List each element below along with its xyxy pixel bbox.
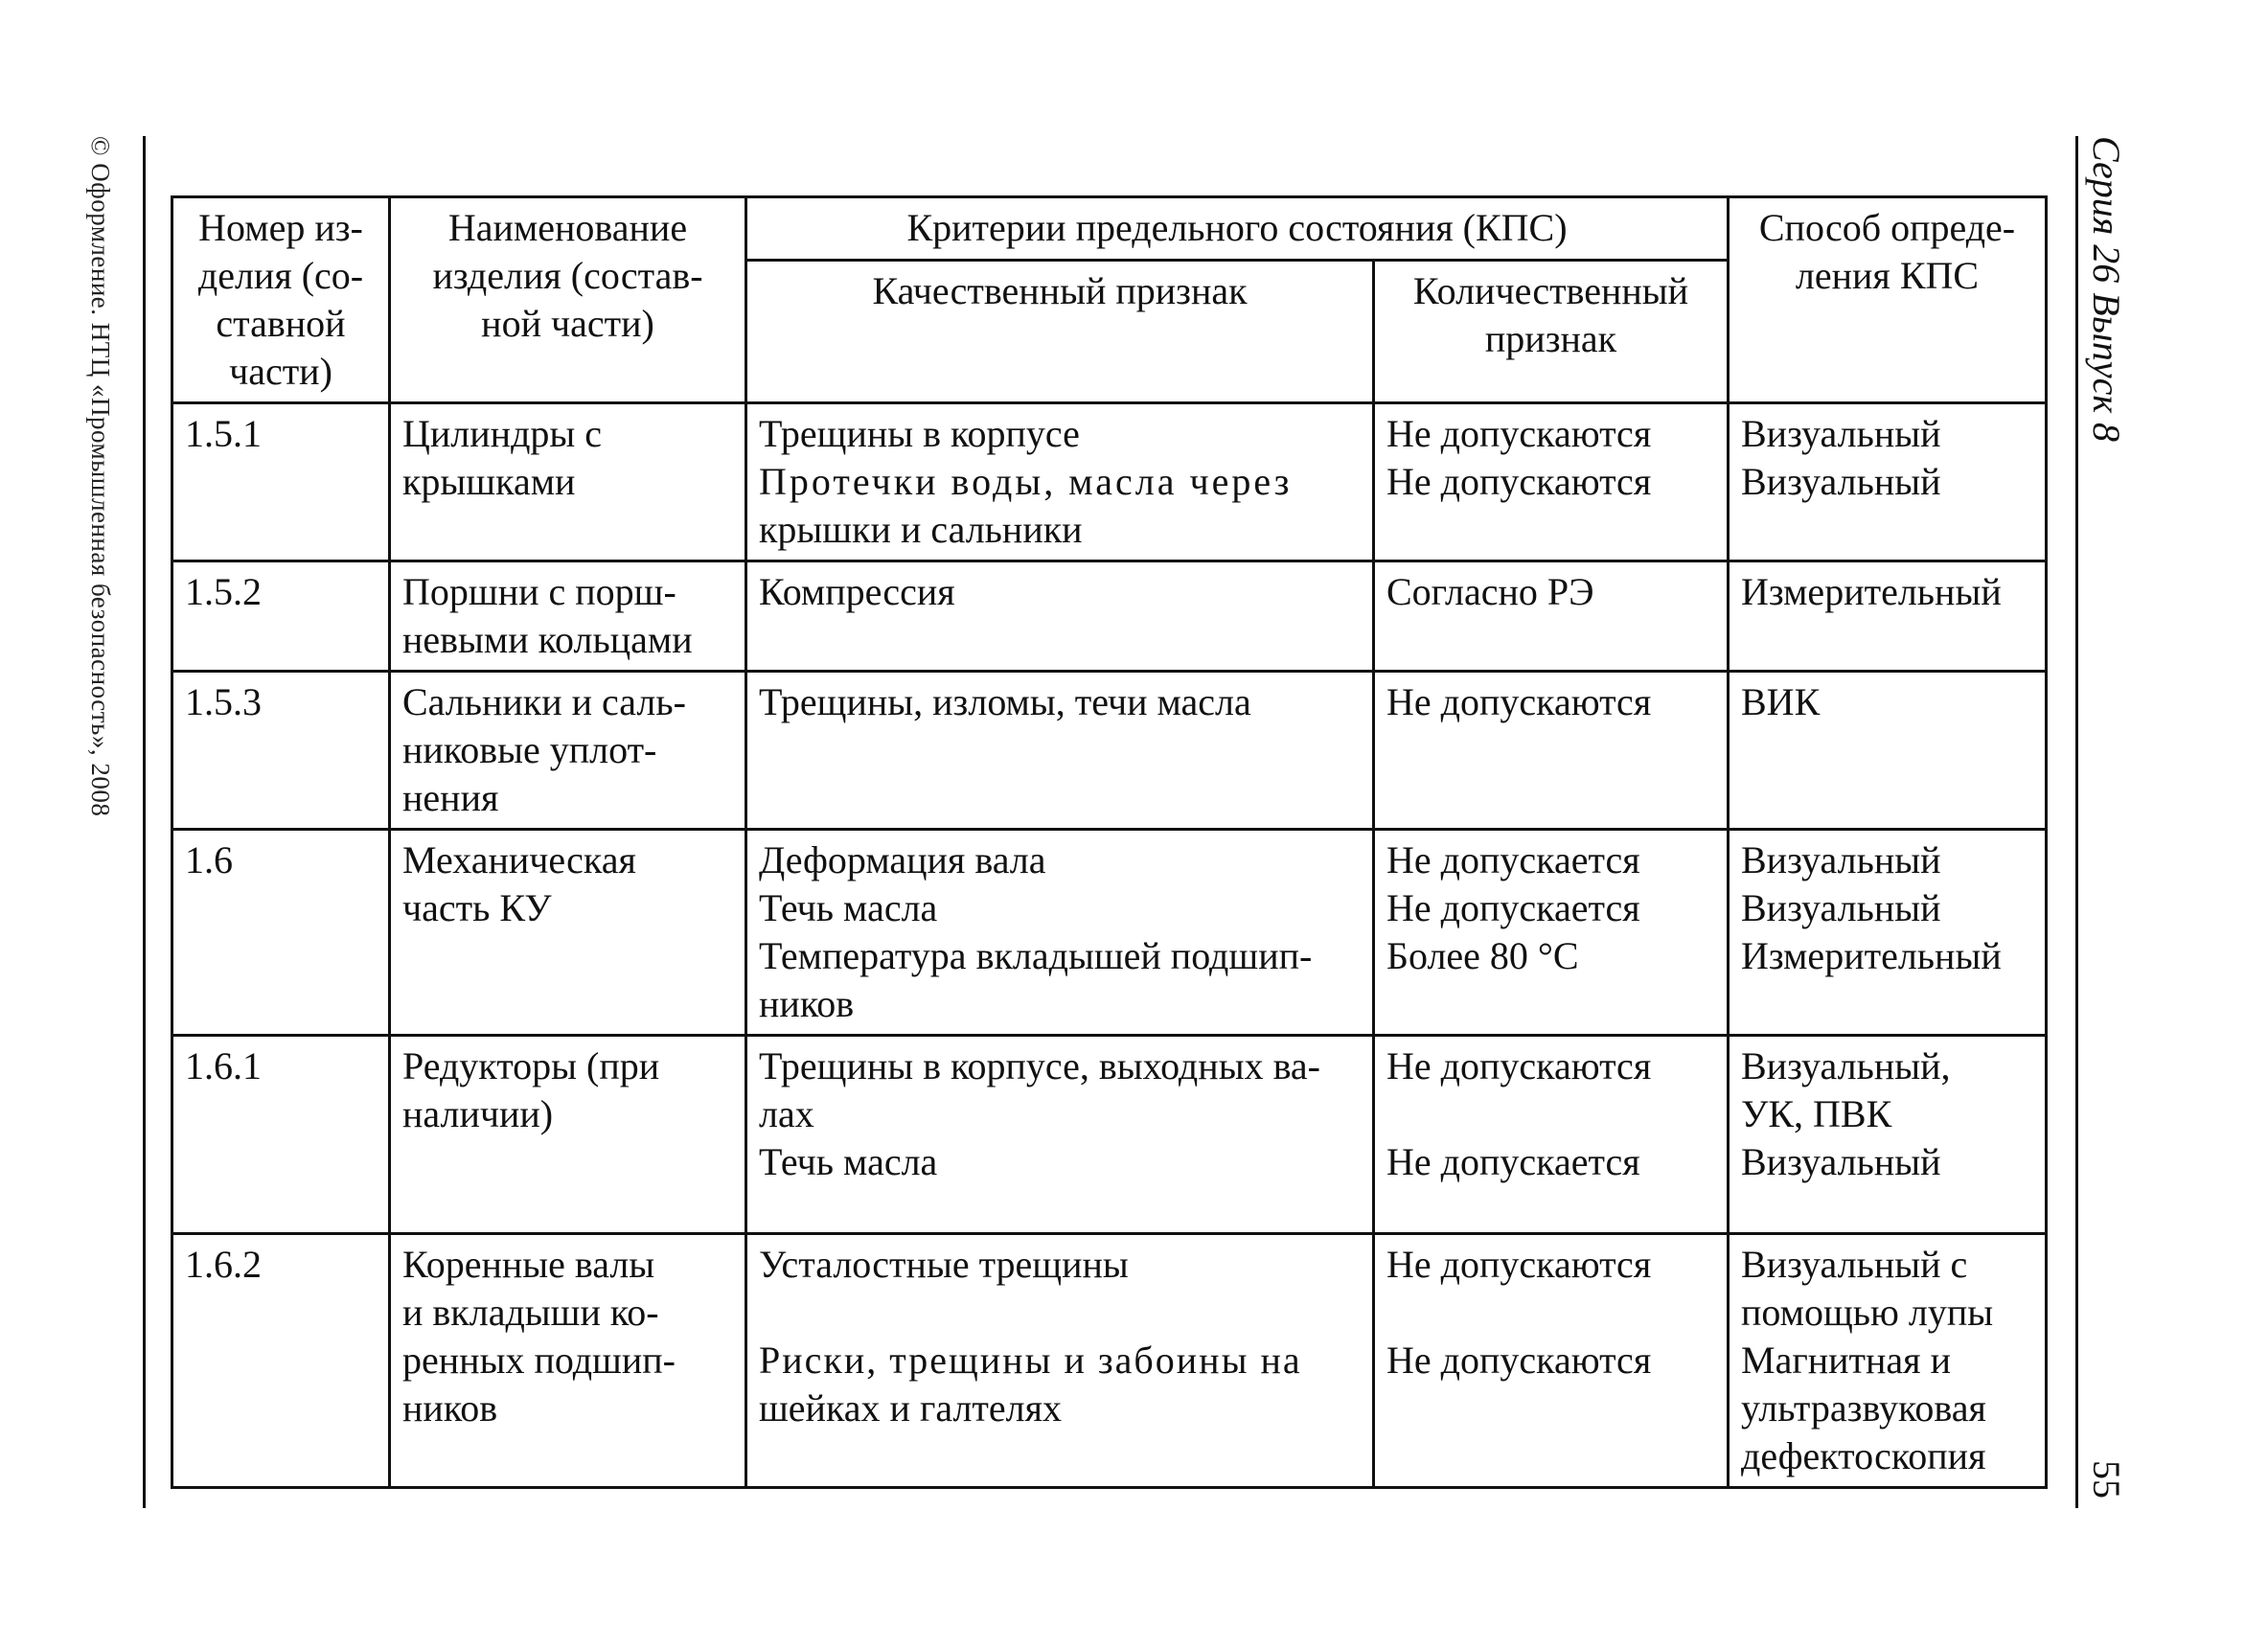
row-number: 1.6.1: [172, 1036, 390, 1234]
row-method: Визуальный Визуальный: [1729, 403, 2047, 561]
row-name: Механическая часть КУ: [390, 830, 746, 1036]
row-name: Поршни с порш- невыми кольцами: [390, 561, 746, 672]
row-quantitative: Не допускаются Не допускается: [1374, 1036, 1729, 1234]
page-number: 55: [2085, 1460, 2128, 1499]
row-number: 1.5.1: [172, 403, 390, 561]
row-number: 1.5.3: [172, 672, 390, 830]
kps-table: [171, 195, 2048, 1489]
table-row: [172, 1036, 2047, 1234]
table-row: [172, 1234, 2047, 1488]
row-number: 1.6.2: [172, 1234, 390, 1488]
row-name: Редукторы (при наличии): [390, 1036, 746, 1234]
row-method: Визуальный Визуальный Измерительный: [1729, 830, 2047, 1036]
row-quantitative: Не допускаются: [1374, 672, 1729, 830]
row-qualitative: Трещины в корпусе Протечки воды, масла через крышки и сальники: [746, 403, 1374, 561]
table-row: [172, 672, 2047, 830]
row-method: ВИК: [1729, 672, 2047, 830]
row-quantitative: Не допускается Не допускается Более 80 °С: [1374, 830, 1729, 1036]
table-row: [172, 561, 2047, 672]
series-caption: Серия 26 Выпуск 8: [2085, 136, 2128, 443]
row-name: Коренные валы и вкладыши ко- ренных подшип- ников: [390, 1234, 746, 1488]
row-number: 1.5.2: [172, 561, 390, 672]
row-name: Сальники и саль- никовые уплот- нения: [390, 672, 746, 830]
left-margin-rule: [143, 136, 146, 1508]
row-quantitative: Не допускаются Не допускаются: [1374, 1234, 1729, 1488]
row-qualitative: Трещины, изломы, течи масла: [746, 672, 1374, 830]
header-qualitative: Качественный признак: [746, 261, 1374, 403]
table-row: [172, 403, 2047, 561]
header-row: [172, 197, 2047, 261]
row-method: Визуальный с помощью лупы Магнитная и ультразвуковая дефектоскопия: [1729, 1234, 2047, 1488]
table-row: [172, 830, 2047, 1036]
header-name: Наименование изделия (состав- ной части): [390, 197, 746, 403]
row-quantitative: Не допускаются Не допускаются: [1374, 403, 1729, 561]
header-number: Номер из- делия (со- ставной части): [172, 197, 390, 403]
row-number: 1.6: [172, 830, 390, 1036]
row-method: Визуальный, УК, ПВК Визуальный: [1729, 1036, 2047, 1234]
row-qualitative: Компрессия: [746, 561, 1374, 672]
row-qualitative: Трещины в корпусе, выходных ва- лах Течь масла: [746, 1036, 1374, 1234]
row-method: Измерительный: [1729, 561, 2047, 672]
row-qualitative: Усталостные трещины Риски, трещины и забоины на шейках и галтелях: [746, 1234, 1374, 1488]
header-quantitative: Количественный признак: [1374, 261, 1729, 403]
row-qualitative: Деформация вала Течь масла Температура вкладышей подшип- ников: [746, 830, 1374, 1036]
header-method: Способ опреде- ления КПС: [1729, 197, 2047, 403]
right-margin-rule: [2075, 136, 2078, 1508]
row-name: Цилиндры с крышками: [390, 403, 746, 561]
copyright-caption: © Оформление. НТЦ «Промышленная безопасность», 2008: [86, 136, 115, 817]
header-criteria: Критерии предельного состояния (КПС): [746, 197, 1729, 261]
row-quantitative: Согласно РЭ: [1374, 561, 1729, 672]
